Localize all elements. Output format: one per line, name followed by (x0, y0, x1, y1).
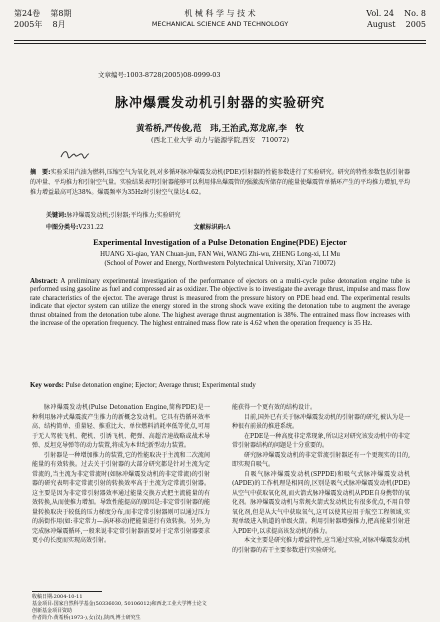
footnote-funding: 基金项目:国家自然科学基金(50336030, 50106012)和西北工业大学博士论文创新基金项目资助 (32, 601, 207, 614)
abstract-en-text: A preliminary experimental investigation of the performance of ejectors on a multi-cycle pulse detonation engine tube is performed using gasoline as fuel and compressed air as oxidizer. The objective is to investigate the average thrust, impulse and mass flow rate characteristics of the ejector. The average thrust is measured from the pressure history on PDE head end. The experimental results indicate that ejector system can utilize the energy stored in the strong shock wave exiting the detonation tube to augment the average thrust obtained from the detonation tube alone. The highest average thrust augmentation is 38%. The entrained mass flow increases with the increase of the operation frequency. The highest entrained mass flow rate is 4.62 when the operation frequency is 35 Hz. (30, 278, 411, 328)
footnote-rule (32, 591, 102, 592)
footnote-received: 收稿日期:2004-10-11 (32, 594, 83, 600)
authors-en-block (30, 250, 410, 268)
running-header (14, 8, 426, 38)
clc-block (46, 224, 148, 231)
clc-label: 中图分类号: (46, 224, 79, 231)
header-month-cn: 8月 (52, 20, 66, 29)
body-paragraph: 引射器是一种增加推力的装置,它的性能取决于主流和二次流间能量的有效转换。过去关于引射器的大部分研究都是针对主流为定常流的,当主流为非定常流时(如脉冲爆震发动机的非定常流)的引射器的研究表明非定常流引射的转换效率高于主流为定常流引射器。这主要是因为非定常引射器效率通过能量交换方式把主流能量的有效转换,从而使推力增加。导致性能提高的原因是:非定常引射器的能量转换取决于较低的压力梯度分布,而非定常引射器则可以通过压力的涡街作用(如:非定常力—涡环移动)把能量进行有效转换。另外,为完成脉冲爆震循环,一般来说非定常引射器需要对于定常引射器要求更小的长度而实现高效引射。 (32, 451, 210, 544)
keywords-cn (46, 210, 180, 219)
body-column-left (32, 403, 210, 546)
handwritten-signature (60, 148, 90, 162)
header-year-en: 2005 (405, 20, 426, 29)
abstract-cn-label: 摘 要: (30, 169, 51, 176)
body-paragraph: 本文主要是研究推力增益特性,应当通过实验,对脉冲爆震发动机的引射器的若干主要参数进行实验研究。 (232, 537, 410, 554)
keywords-cn-label: 关键词: (46, 212, 67, 219)
header-month-en: August (366, 20, 396, 29)
authors-en: HUANG Xi-qiao, YAN Chuan-jun, FAN Wei, WANG Zhi-wu, ZHENG Long-xi, LI Mu (100, 251, 340, 258)
keywords-en-text: Pulse detonation engine; Ejector; Average thrust; Experimental study (65, 382, 256, 389)
header-issue-en (366, 8, 426, 30)
keywords-en (30, 382, 410, 389)
journal-name-en: MECHANICAL SCIENCE AND TECHNOLOGY (151, 20, 289, 28)
header-rule-bottom (14, 43, 426, 44)
body-paragraph: 能获得一个更有效的结构设计。 (232, 404, 317, 411)
abstract-cn (30, 168, 410, 198)
body-paragraph: 脉冲爆震发动机(Pulse Detonation Engine,简称PDE)是一种利用脉冲式爆震波产生推力的新概念发动机。它具有热循环效率高、结构简单、重量轻、推重比大、单位燃料消耗率低等优点,可用于无人驾驶飞机、靶机、引诱飞机、靶弹、高超音速战略或战术导弹、反坦克导弹等的动力装置,将成为本世纪新型动力装置。 (32, 404, 210, 449)
header-number-en: No. 8 (404, 9, 426, 18)
affiliation-cn: (西北工业大学 动力与能源学院,西安 710072) (150, 136, 290, 144)
doc-code-block (194, 224, 275, 231)
body-paragraph: 目前,国外已有关于脉冲爆震发动机的引射器的研究,被认为是一种很有前景的推进系统。 (232, 413, 410, 430)
header-rule-top (14, 40, 426, 41)
doc-code-label: 文献标识码: (193, 224, 227, 231)
keywords-cn-text: 脉冲爆震发动机;引射器;平均推力;实验研究 (66, 212, 181, 219)
body-paragraph: 自吸气脉冲爆震发动机(SPPDE)和吸气式脉冲爆震发动机(APDE)的工作机理是相同的,区别是吸气式脉冲爆震发动机(PDE)从空气中获取氧化剂,而火箭式脉冲爆震发动机从PDE自身携带的氧化剂。脉冲爆震发动机与常规火箭式发动机比有很多优点,不用自带氧化剂,但是从大气中获取氧气,这可以使其应用于航空工程领域,实现单级进入轨道的单级火箭。利用引射器增强推力,把高能量引射进入PDE中,以求提高该发动机的推力。 (232, 470, 410, 535)
header-volume-cn: 第24卷 (14, 9, 41, 18)
article-number: 文章编号:1003-8728(2005)08-0999-03 (98, 71, 221, 79)
title-cn: 脉冲爆震发动机引射器的实验研究 (114, 96, 325, 111)
signature-scribble (60, 148, 90, 160)
keywords-en-label: Key words: (30, 382, 64, 389)
footnote-author: 作者简介:黄希桥(1973-),女(汉),陕西,博士研究生 (32, 615, 141, 621)
authors-cn: 黄希桥,严传俊,范 玮,王治武,郑龙席,李 牧 (136, 124, 304, 134)
header-journal (14, 8, 426, 30)
doc-code: A (226, 224, 231, 231)
abstract-cn-text: 实验采用汽油为燃料,压缩空气为氧化剂,对多循环脉冲爆震发动机(PDE)引射器的性能参数进行了实验研究。研究的特性参数包括引射器的冲量、平均推力和引射空气量。实验结果表明引射器能够可以利用排出爆震管的强激波所储存的能量使爆震管单循环产生的平均推力增加,平均推力增益最高可达38%。爆震频率为35Hz时引射空气量达4.62。 (30, 169, 410, 196)
header-year-cn: 2005年 (14, 20, 43, 29)
body-paragraph: 在PDE是一种高度非定常现象,所以这对研究该发动机中的非定常引射器结构的问题是十分重要的。 (232, 432, 410, 449)
affiliation-en: (School of Power and Energy, Northwestern Polytechnical University, Xi'an 710072) (104, 260, 336, 267)
header-volume-en: Vol. 24 (366, 9, 394, 18)
title-en: Experimental Investigation of a Pulse Detonation Engine(PDE) Ejector (93, 238, 347, 247)
footnote (32, 594, 210, 622)
journal-name-cn: 机 械 科 学 与 技 术 (184, 9, 256, 18)
clc-code: V231.22 (78, 224, 104, 231)
abstract-en (30, 278, 410, 328)
body-paragraph: 研究脉冲爆震发动机的非定常流引射器还有一个更现实的目的,即实现自吸气。 (232, 451, 410, 468)
header-number-cn: 第8期 (50, 9, 72, 18)
abstract-en-label: Abstract: (30, 278, 58, 285)
body-column-right (232, 403, 410, 555)
classification-line (46, 222, 406, 231)
